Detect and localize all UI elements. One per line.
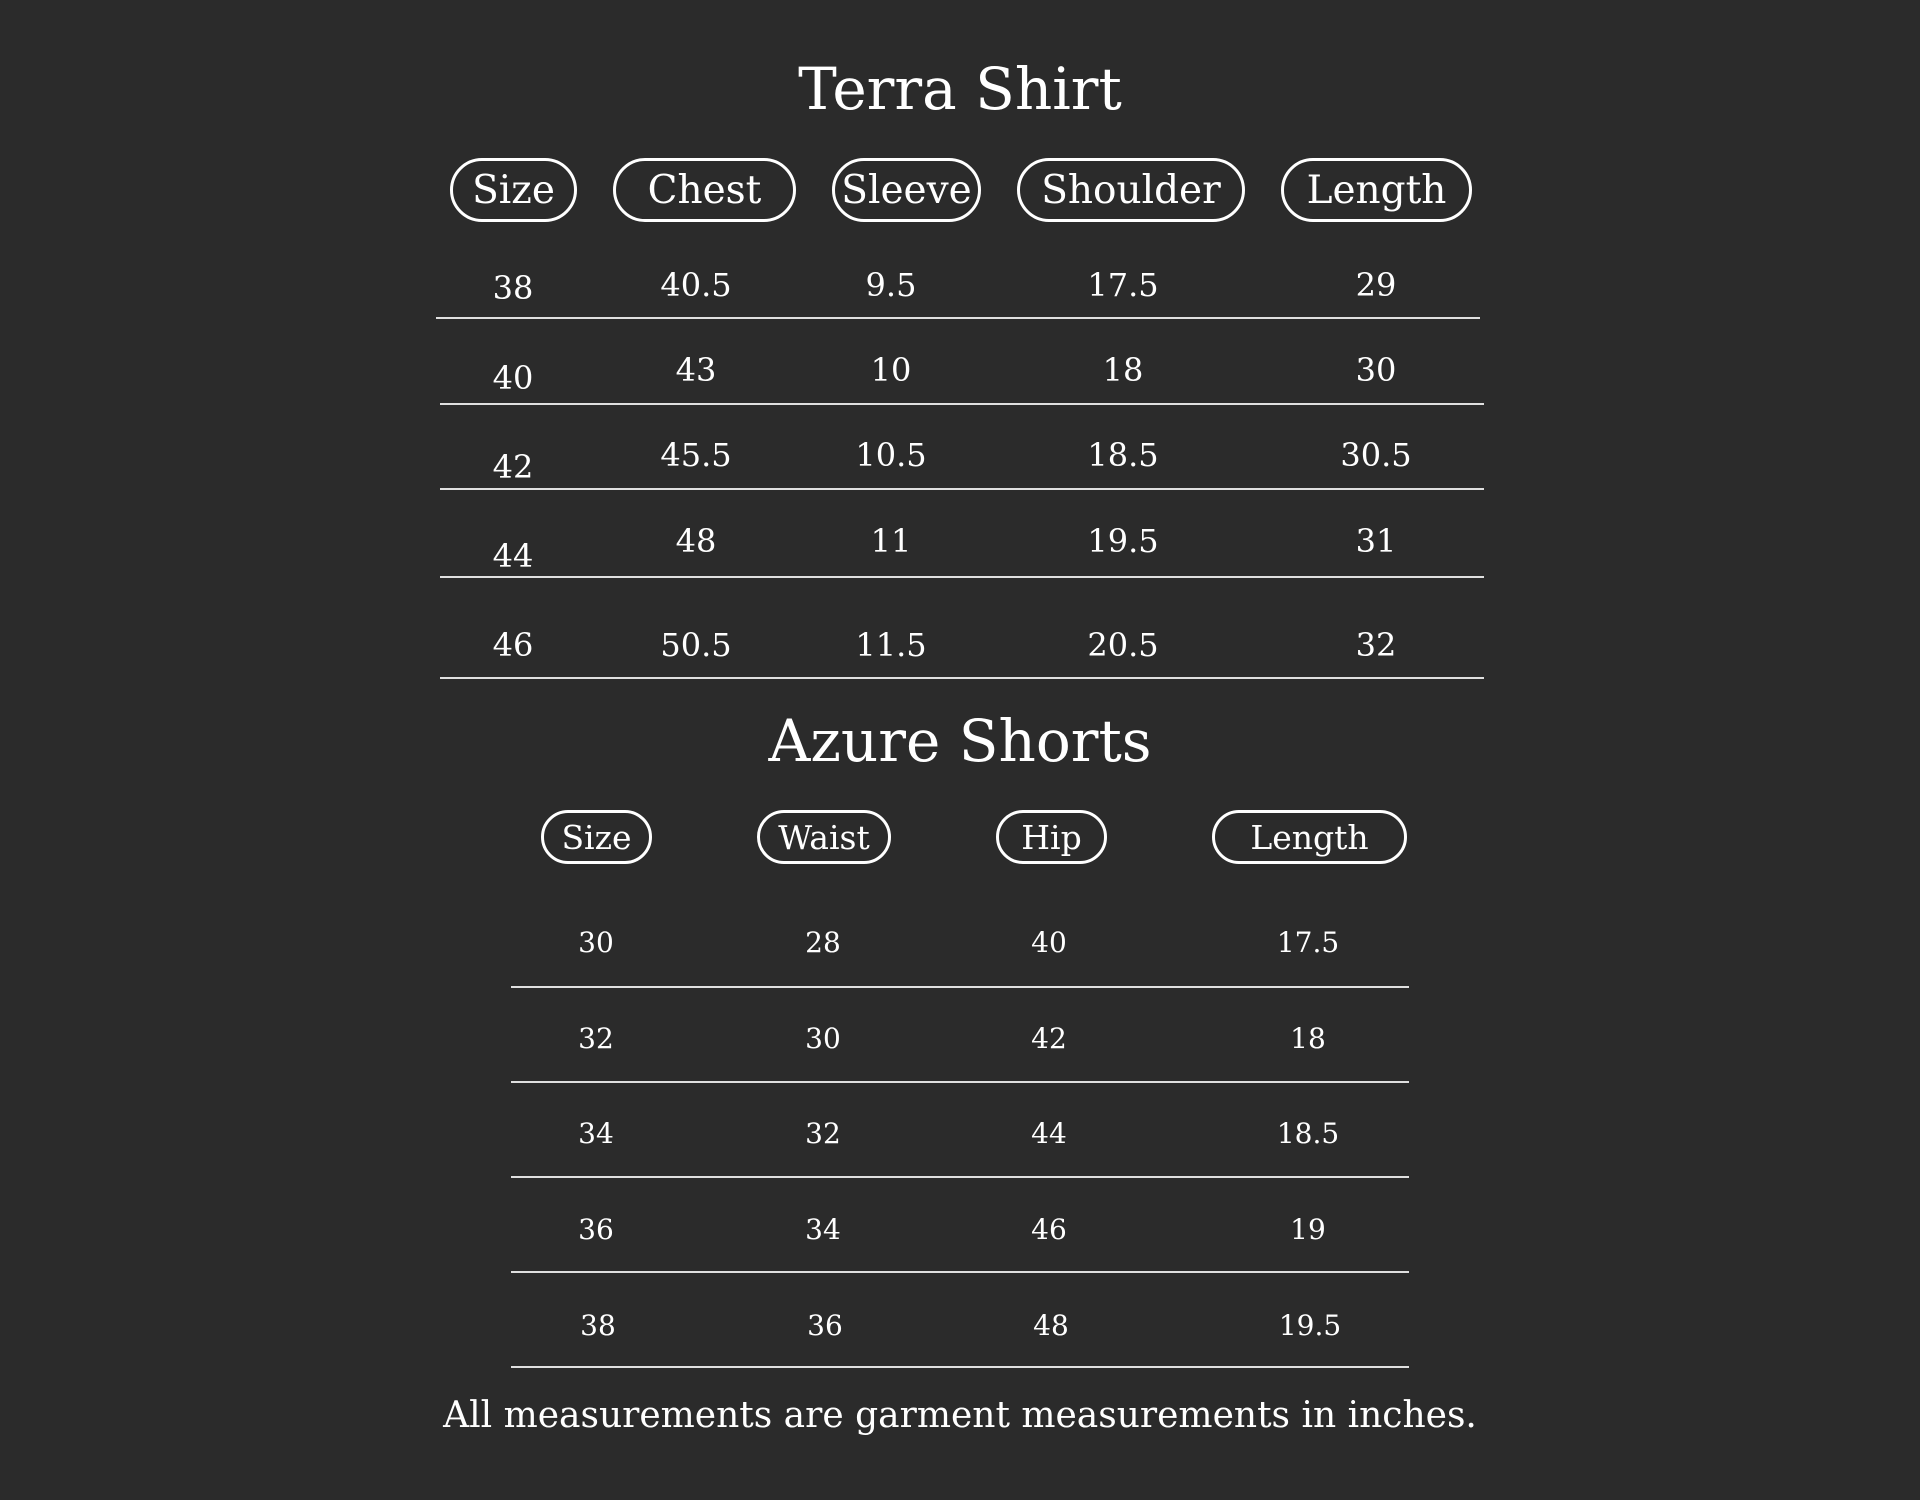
table-cell: 32 [1355,626,1397,664]
table-cell: 42 [1031,1022,1067,1055]
table-cell: 31 [1355,522,1397,560]
table-cell: 48 [675,522,717,560]
table-cell: 17.5 [1276,926,1340,959]
table-cell: 44 [492,537,534,575]
table-cell: 30 [805,1022,841,1055]
table-cell: 48 [1033,1309,1069,1342]
table-cell: 43 [675,351,717,389]
row-divider [511,1176,1409,1178]
footnote: All measurements are garment measurements in inches. [443,1395,1477,1436]
table-cell: 20.5 [1087,626,1159,664]
table-cell: 38 [492,269,534,307]
table-cell: 45.5 [660,436,732,474]
table-cell: 19 [1290,1213,1326,1246]
table-cell: 18 [1290,1022,1326,1055]
table-cell: 18 [1102,351,1144,389]
shirt-header-size: Size [450,158,577,222]
table-cell: 36 [807,1309,843,1342]
table-cell: 38 [580,1309,616,1342]
table-cell: 19.5 [1087,522,1159,560]
table-cell: 30.5 [1340,436,1412,474]
table-cell: 36 [578,1213,614,1246]
table-cell: 32 [805,1117,841,1150]
table-cell: 9.5 [865,266,917,304]
table-cell: 18.5 [1087,436,1159,474]
table-cell: 34 [578,1117,614,1150]
table-cell: 46 [1031,1213,1067,1246]
table-cell: 11.5 [855,626,927,664]
table-cell: 44 [1031,1117,1067,1150]
shirt-header-length: Length [1281,158,1472,222]
table-cell: 46 [492,626,534,664]
table-cell: 30 [578,926,614,959]
shirt-header-shoulder: Shoulder [1017,158,1245,222]
table-cell: 18.5 [1276,1117,1340,1150]
shorts-header-waist: Waist [757,810,891,864]
row-divider [511,1366,1409,1368]
table-cell: 19.5 [1278,1309,1342,1342]
shirt-header-chest: Chest [613,158,796,222]
shorts-header-size: Size [541,810,652,864]
shorts-header-hip: Hip [996,810,1107,864]
table-cell: 17.5 [1087,266,1159,304]
shorts-header-length: Length [1212,810,1407,864]
table-cell: 40 [492,359,534,397]
row-divider [436,317,1480,319]
table-cell: 42 [492,448,534,486]
shirt-header-sleeve: Sleeve [832,158,981,222]
table-cell: 11 [870,522,912,560]
table-cell: 30 [1355,351,1397,389]
table-cell: 29 [1355,266,1397,304]
shirt-table-title: Terra Shirt [798,55,1122,123]
row-divider [511,986,1409,988]
table-cell: 10.5 [855,436,927,474]
table-cell: 34 [805,1213,841,1246]
table-cell: 40.5 [660,266,732,304]
row-divider [440,403,1484,405]
table-cell: 50.5 [660,626,732,664]
shorts-table-title: Azure Shorts [768,707,1152,775]
row-divider [440,576,1484,578]
table-cell: 28 [805,926,841,959]
row-divider [511,1271,1409,1273]
row-divider [511,1081,1409,1083]
table-cell: 10 [870,351,912,389]
table-cell: 32 [578,1022,614,1055]
table-cell: 40 [1031,926,1067,959]
row-divider [440,677,1484,679]
row-divider [440,488,1484,490]
